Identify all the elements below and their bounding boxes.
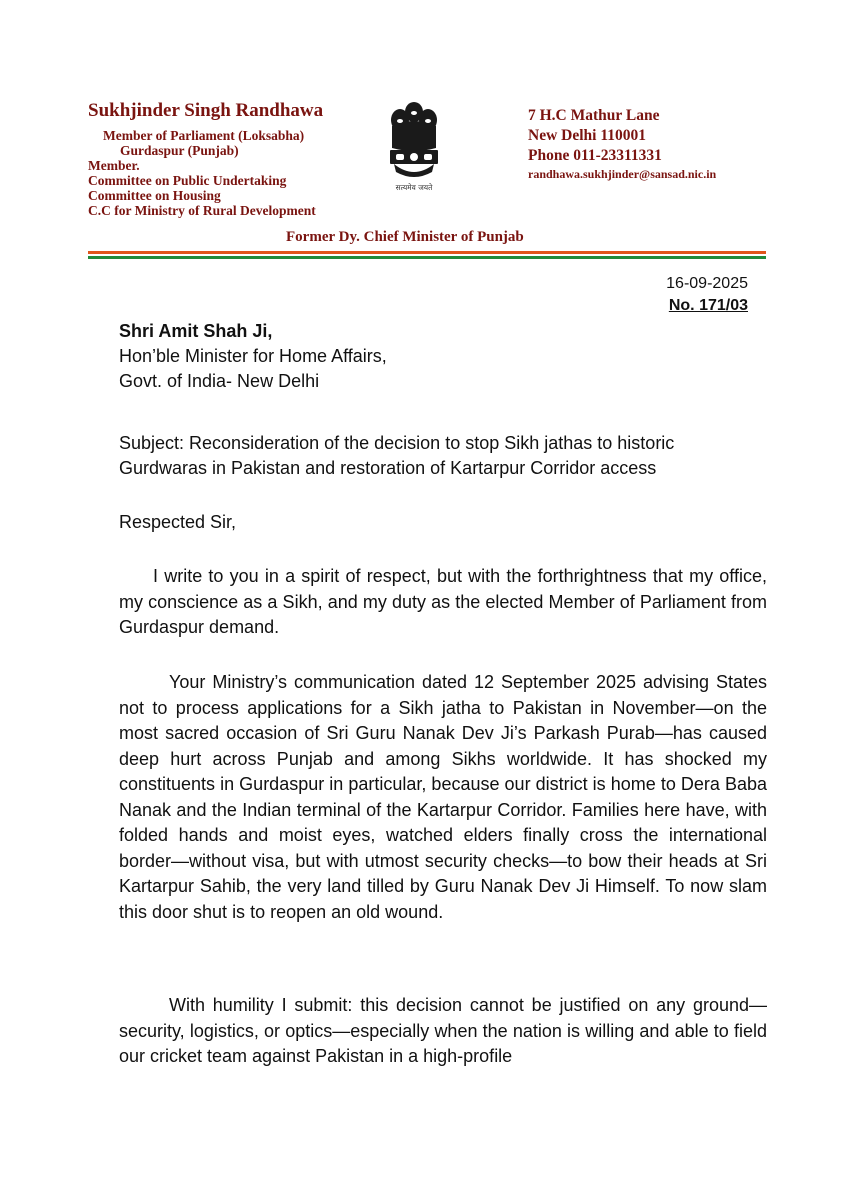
sender-role: Member of Parliament (Loksabha) [103, 128, 305, 143]
former-title: Former Dy. Chief Minister of Punjab [286, 229, 524, 245]
body-paragraph: With humility I submit: this decision cannot be justified on any ground—security, logistics, or optics—especially when the nation is willing and able to field our cricket team against Pakistan in a high-profile [119, 995, 767, 1066]
recipient-title: Hon’ble Minister for Home Affairs, [119, 346, 387, 366]
sender-name: Sukhjinder Singh Randhawa [88, 100, 324, 121]
sender-constituency: Gurdaspur (Punjab) [120, 143, 239, 158]
emblem-motto: सत्यमेव जयते [395, 183, 433, 192]
committee-item: Committee on Public Undertaking [88, 173, 287, 188]
address-line: 7 H.C Mathur Lane [528, 107, 660, 124]
committee-item: Committee on Housing [88, 188, 221, 203]
letter-date: 16-09-2025 [666, 275, 748, 292]
recipient-name: Shri Amit Shah Ji, [119, 321, 273, 341]
recipient-block [119, 319, 387, 394]
letterhead-contact [528, 106, 716, 182]
committee-item: C.C for Ministry of Rural Development [88, 203, 316, 218]
recipient-office: Govt. of India- New Delhi [119, 371, 320, 391]
subject-line [119, 431, 674, 481]
letterhead-sender [88, 100, 323, 218]
body-paragraph: Your Ministry’s communication dated 12 September 2025 advising States not to process applications for a Sikh jatha to Pakistan in November—on the most sacred occasion of Sri Guru Nanak Dev Ji’s Parkash Purab—has caused deep hurt across Punjab and among Sikhs worldwide. It has shocked my constituents in Gurdaspur in particular, because our district is home to Dera Baba Nanak and the Indian terminal of the Kartarpur Corridor. Families here have, with folded hands and moist eyes, watched elders finally cross the international border—without visa, but with utmost security checks—to bow their heads at Sri Kartarpur Sahib, the very land tilled by Guru Nanak Dev Ji Himself. To now slam this door shut is to reopen an old wound. [119, 672, 767, 922]
member-label: Member. [88, 158, 140, 173]
salutation: Respected Sir, [119, 512, 237, 532]
body-paragraph: I write to you in a spirit of respect, but with the forthrightness that my office, my conscience as a Sikh, and my duty as the elected Member of Parliament from Gurdaspur demand. [119, 566, 767, 637]
phone-number: Phone 011-23311331 [528, 147, 662, 164]
reference-number: No. 171/03 [668, 297, 748, 314]
letterhead-divider-green [88, 256, 766, 259]
email-address: randhawa.sukhjinder@sansad.nic.in [528, 167, 717, 181]
date-reference-block [666, 273, 748, 317]
subject-text-line: Subject: Reconsideration of the decision to stop Sikh jathas to historic [119, 433, 675, 453]
address-line: New Delhi 110001 [528, 127, 646, 144]
national-emblem-icon [384, 98, 444, 193]
subject-text-line: Gurdwaras in Pakistan and restoration of Kartarpur Corridor access [119, 458, 657, 478]
